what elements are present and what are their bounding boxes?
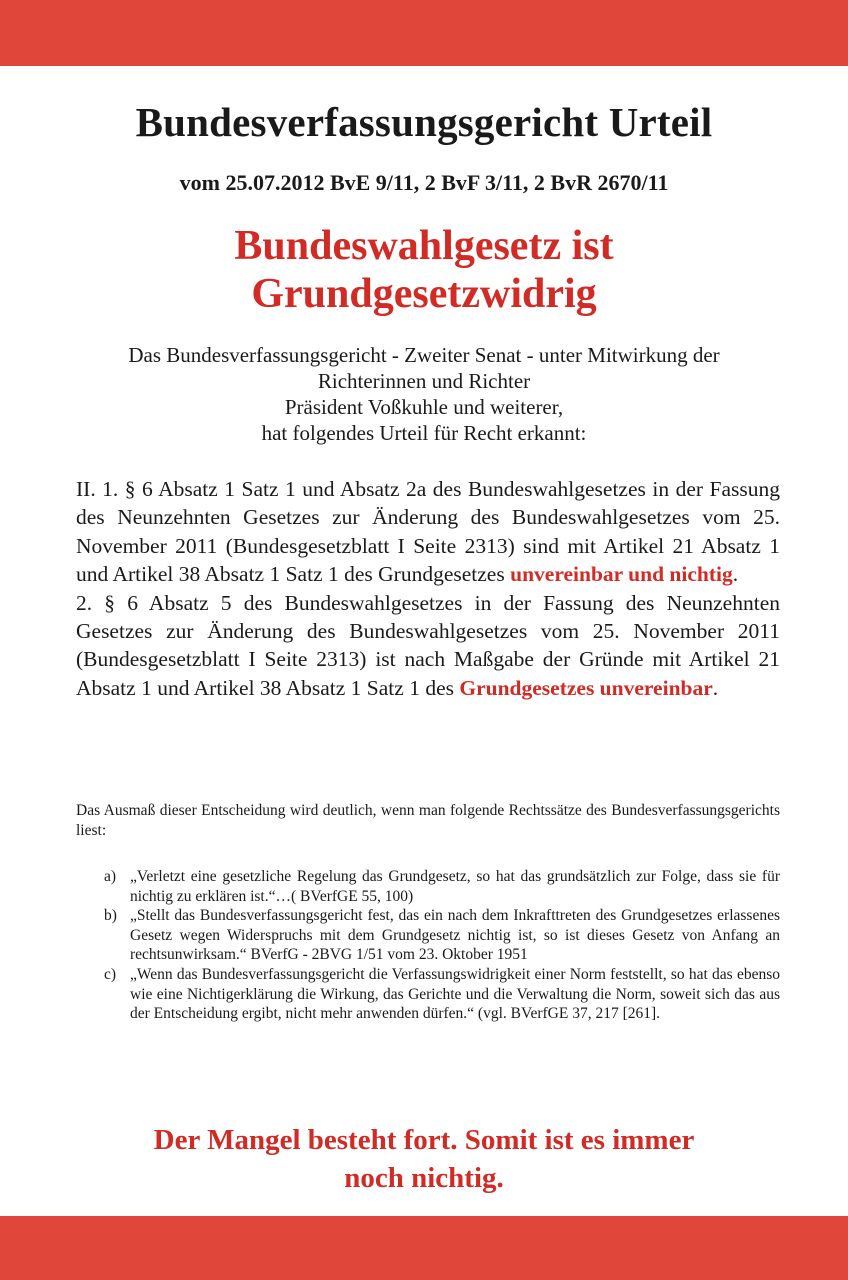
headline-line-1: Bundeswahlgesetz ist — [234, 223, 614, 269]
explanation-block — [76, 801, 780, 841]
intro-line-2: Richterinnen und Richter — [317, 369, 531, 393]
quote-text: „Wenn das Bundesverfassungsgericht die Verfassungswidrigkeit einer Norm feststellt, so hat das ebenso wie eine Nichtigerklärung die Wirkung, das Gerichte und die Verwaltung die Norm, soweit sich das aus der Entscheidung ergibt, nicht mehr anwenden dürfen.“ (vgl. BVerfGE 37, 217 [261]. — [130, 965, 780, 1023]
intro-line-1: Das Bundesverfassungsgericht - Zweiter Senat - unter Mitwirkung der — [128, 343, 720, 367]
quote-marker: c) — [104, 965, 117, 983]
footer-line-1: Der Mangel besteht fort. Somit ist es immer — [153, 1124, 695, 1156]
verdict-1-highlight: unvereinbar und nichtig — [510, 562, 733, 587]
quote-list — [104, 867, 780, 1024]
quote-item — [104, 906, 780, 965]
verdict-paragraph-2 — [76, 589, 780, 703]
quote-text: „Stellt das Bundesverfassungsgericht fest, das ein nach dem Inkrafttreten des Grundgesetzes erlassenes Gesetz wegen Widerspruchs mit dem Grundgesetz nichtig ist, so ist dieses Gesetz von Anfang an rechtsunwirksam.“ BVerfG - 2BVG 1/51 vom 23. Oktober 1951 — [130, 907, 780, 964]
quote-item — [104, 867, 780, 906]
quote-text: „Verletzt eine gesetzliche Regelung das Grundgesetz, so hat das grundsätzlich zur Folge, dass sie für nichtig zu erklären ist.“…( BVerfGE 55, 100) — [130, 868, 780, 905]
verdict-2-end: . — [712, 675, 719, 700]
quote-item — [104, 965, 780, 1024]
headline-line-2: Grundgesetzwidrig — [251, 271, 597, 317]
document-page — [0, 66, 848, 1216]
document-subtitle: vom 25.07.2012 BvE 9/11, 2 BvF 3/11, 2 BvR 2670/11 — [179, 170, 669, 195]
quote-marker: b) — [104, 907, 117, 925]
verdict-2-highlight: Grundgesetzes unvereinbar — [459, 675, 713, 700]
verdict-1-text: II. 1. § 6 Absatz 1 Satz 1 und Absatz 2a des Bundeswahlgesetzes in der Fassung des Neunzehnten Gesetzes zur Änderung des Bundeswahlgesetzes vom 25. November 2011 (Bundesgesetzblatt I Seite 2313) sind mit Artikel 21 Absatz 1 und Artikel 38 Absatz 1 Satz 1 des Grundgesetzes — [76, 477, 780, 587]
verdict-2-text: 2. § 6 Absatz 5 des Bundeswahlgesetzes in der Fassung des Neunzehnten Gesetzes zur Änderung des Bundeswahlgesetzes vom 25. November 2011 (Bundesgesetzblatt I Seite 2313) ist nach Maßgabe der Gründe mit Artikel 21 Absatz 1 und Artikel 38 Absatz 1 Satz 1 des — [76, 590, 780, 700]
footer-statement — [0, 1121, 848, 1197]
intro-line-4: hat folgendes Urteil für Recht erkannt: — [261, 421, 587, 445]
verdict-block — [76, 475, 780, 702]
bottom-red-band — [0, 1216, 848, 1280]
intro-block — [60, 342, 788, 446]
intro-line-3: Präsident Voßkuhle und weiterer, — [284, 395, 564, 419]
footer-line-2: noch nichtig. — [344, 1162, 504, 1194]
verdict-1-end: . — [732, 562, 739, 587]
verdict-paragraph-1 — [76, 475, 780, 589]
top-red-band — [0, 0, 848, 66]
headline — [0, 222, 848, 318]
explanation-text: Das Ausmaß dieser Entscheidung wird deutlich, wenn man folgende Rechtssätze des Bundesverfassungsgerichts liest: — [76, 802, 780, 839]
quote-marker: a) — [104, 868, 117, 885]
document-title: Bundesverfassungsgericht Urteil — [135, 99, 713, 145]
